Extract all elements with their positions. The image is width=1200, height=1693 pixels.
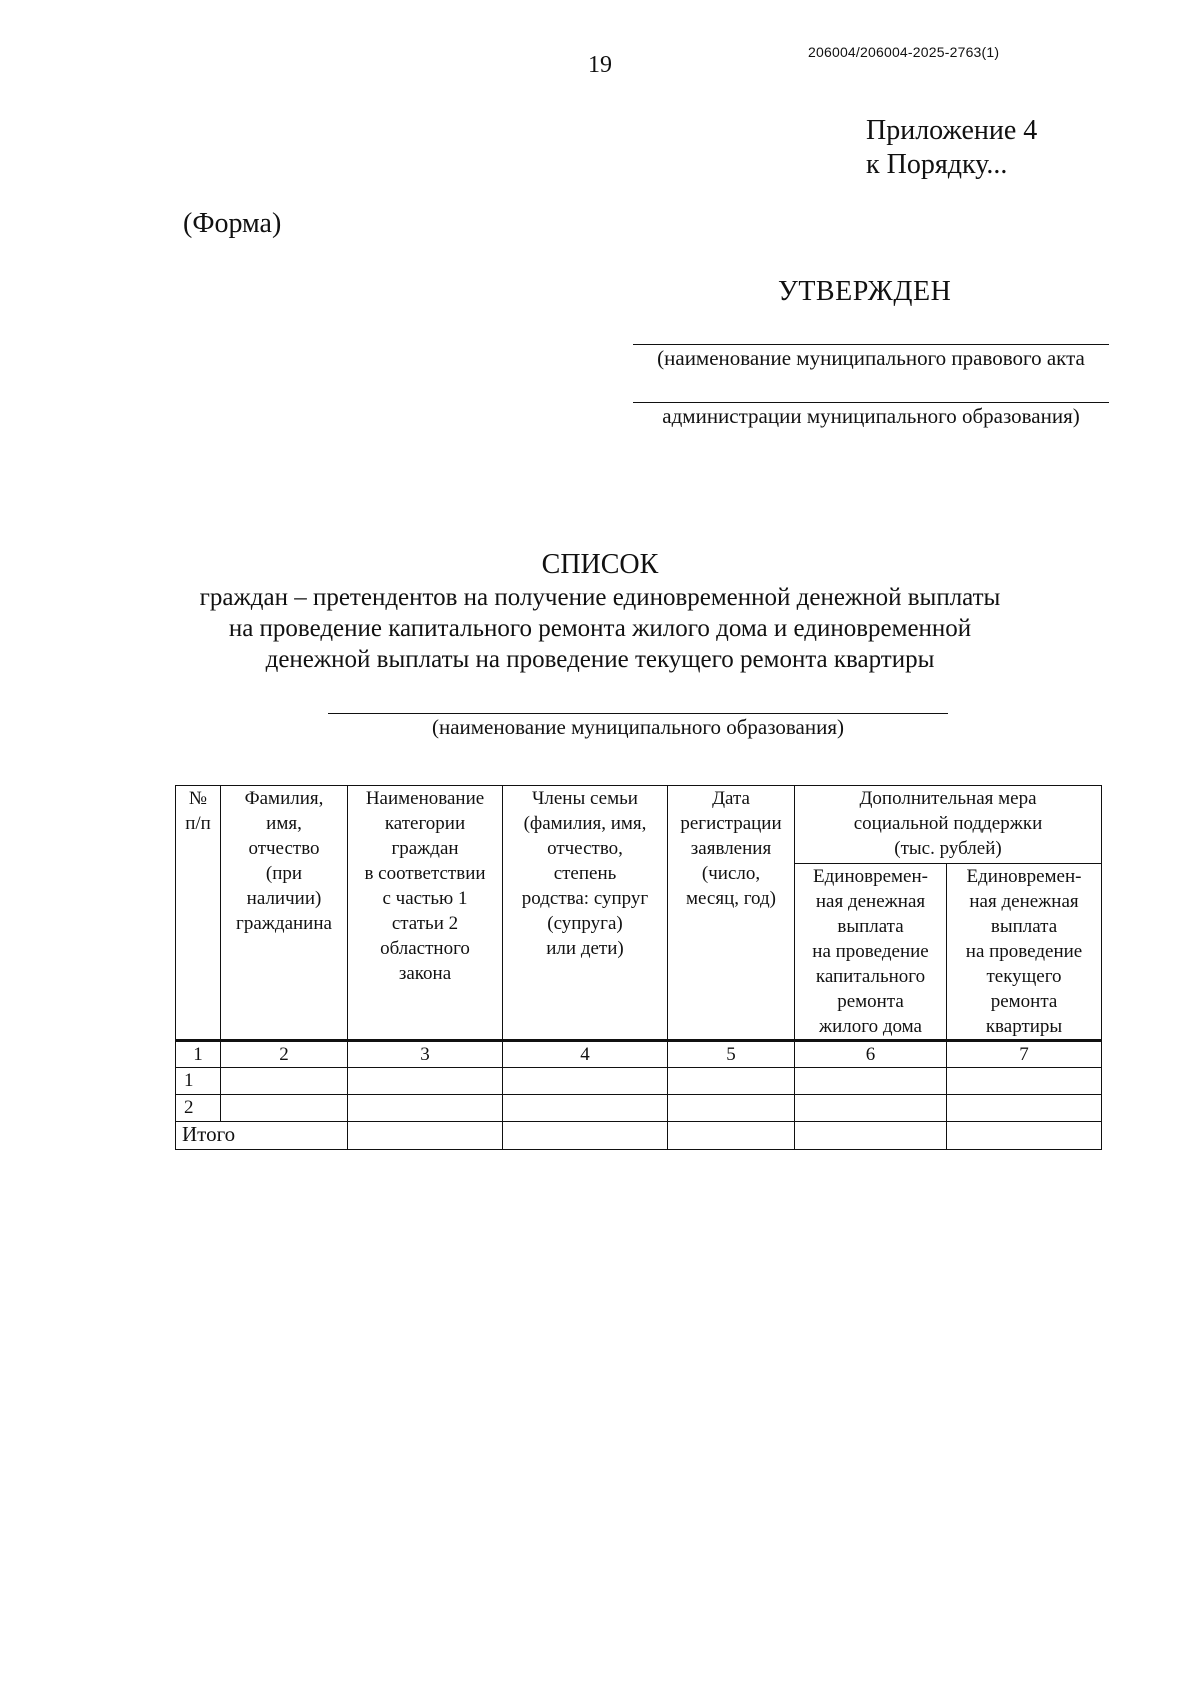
table-header-row <box>176 786 1102 864</box>
column-number: 5 <box>668 1041 795 1068</box>
header-cell-apartment-repair-payment <box>947 864 1102 1041</box>
table-cell <box>348 1122 503 1150</box>
table-cell <box>221 1068 348 1095</box>
appendix-line-2: к Порядку... <box>866 149 1008 180</box>
approval-caption-2: администрации муниципального образования) <box>662 404 1080 428</box>
header-text-line: или дети) <box>546 938 624 959</box>
header-text-line: квартиры <box>985 1016 1063 1037</box>
form-label: (Форма) <box>183 208 282 239</box>
table-row <box>176 1068 1102 1095</box>
header-text-line: отчество, <box>547 838 623 859</box>
header-text-line: регистрации <box>680 813 782 834</box>
column-numbers-row <box>176 1041 1102 1068</box>
column-number: 6 <box>795 1041 947 1068</box>
approval-title: УТВЕРЖДЕН <box>778 276 952 307</box>
header-text-line: (число, <box>701 863 761 884</box>
header-text-line: статьи 2 <box>391 913 459 934</box>
header-cell-full-name <box>221 786 348 1041</box>
table-cell <box>503 1122 668 1150</box>
signature-line-1 <box>633 344 1109 345</box>
municipality-caption: (наименование муниципального образования) <box>431 715 845 739</box>
row-number: 1 <box>176 1068 221 1095</box>
header-text-line: Дополнительная мера <box>859 788 1037 809</box>
signature-line-2 <box>633 402 1109 403</box>
header-text-line: ремонта <box>837 991 904 1012</box>
appendix-line-1: Приложение 4 <box>866 115 1038 146</box>
header-text-line: имя, <box>266 813 302 834</box>
header-text-line: № <box>188 788 208 809</box>
header-cell-additional-support <box>795 786 1102 864</box>
header-text-line: выплата <box>837 916 904 937</box>
header-text-line: социальной поддержки <box>853 813 1043 834</box>
document-title-block <box>100 548 1100 675</box>
header-text-line: ная денежная <box>969 891 1079 912</box>
total-label: Итого <box>176 1122 348 1150</box>
header-text-line: ремонта <box>990 991 1058 1012</box>
column-number: 1 <box>176 1041 221 1068</box>
table-cell <box>348 1095 503 1122</box>
header-text-line: ная денежная <box>815 891 926 912</box>
table-cell <box>668 1068 795 1095</box>
header-text-line: Члены семьи <box>532 788 638 809</box>
header-cell-registration-date <box>668 786 795 1041</box>
header-text-line: (супруга) <box>547 913 623 934</box>
header-text-line: категории <box>384 813 466 834</box>
table-cell <box>348 1068 503 1095</box>
header-text-line: выплата <box>990 916 1058 937</box>
document-title: СПИСОК <box>541 549 659 580</box>
column-number: 2 <box>221 1041 348 1068</box>
header-text-line: степень <box>553 863 617 884</box>
header-text-line: Дата <box>712 788 750 809</box>
header-text-line: жилого дома <box>819 1016 922 1037</box>
table-cell <box>795 1095 947 1122</box>
header-text-line: (при <box>265 863 303 884</box>
header-text-line: Единовремен- <box>966 866 1082 887</box>
table-cell <box>947 1095 1102 1122</box>
header-text-line: Наименование <box>365 788 485 809</box>
header-text-line: (фамилия, имя, <box>523 813 647 834</box>
header-text-line: Единовремен- <box>813 866 928 887</box>
header-text-line: Фамилия, <box>244 788 324 809</box>
citizens-table <box>175 785 1102 1150</box>
column-number: 7 <box>947 1041 1102 1068</box>
table-cell <box>668 1122 795 1150</box>
table-cell <box>221 1095 348 1122</box>
header-text-line: наличии) <box>246 888 322 909</box>
header-text-line: п/п <box>185 813 211 834</box>
document-subtitle-line-2: на проведение капитального ремонта жилого дома и единовременной <box>228 615 972 642</box>
header-text-line: родства: супруг <box>521 888 649 909</box>
column-number: 3 <box>348 1041 503 1068</box>
column-number: 4 <box>503 1041 668 1068</box>
header-text-line: месяц, год) <box>685 888 777 909</box>
table-cell <box>795 1068 947 1095</box>
header-text-line: закона <box>398 963 452 984</box>
header-cell-house-repair-payment <box>795 864 947 1041</box>
table-cell <box>503 1095 668 1122</box>
header-cell-family-members <box>503 786 668 1041</box>
table-cell <box>947 1068 1102 1095</box>
header-text-line: в соответствии <box>364 863 486 884</box>
table-cell <box>795 1122 947 1150</box>
page-number: 19 <box>588 52 612 78</box>
municipality-line <box>328 713 948 714</box>
header-text-line: (тыс. рублей) <box>894 838 1002 859</box>
header-text-line: на проведение <box>812 941 929 962</box>
document-code: 206004/206004-2025-2763(1) <box>808 44 1000 60</box>
approval-caption-1: (наименование муниципального правового акта <box>657 346 1085 370</box>
header-cell-number <box>176 786 221 1041</box>
table-cell <box>947 1122 1102 1150</box>
header-text-line: заявления <box>690 838 772 859</box>
document-subtitle-line-1: граждан – претендентов на получение единовременной денежной выплаты <box>199 584 1001 611</box>
appendix-reference <box>866 114 1037 182</box>
header-cell-category <box>348 786 503 1041</box>
header-text-line: гражданина <box>236 913 332 934</box>
table-cell <box>503 1068 668 1095</box>
header-text-line: капитального <box>815 966 926 987</box>
header-text-line: граждан <box>391 838 459 859</box>
table-row <box>176 1095 1102 1122</box>
header-text-line: на проведение <box>965 941 1083 962</box>
document-subtitle-line-3: денежной выплаты на проведение текущего ремонта квартиры <box>265 646 935 673</box>
header-text-line: отчество <box>248 838 320 859</box>
total-row <box>176 1122 1102 1150</box>
row-number: 2 <box>176 1095 221 1122</box>
header-text-line: областного <box>380 938 470 959</box>
table-cell <box>668 1095 795 1122</box>
header-text-line: с частью 1 <box>382 888 468 909</box>
header-text-line: текущего <box>986 966 1062 987</box>
